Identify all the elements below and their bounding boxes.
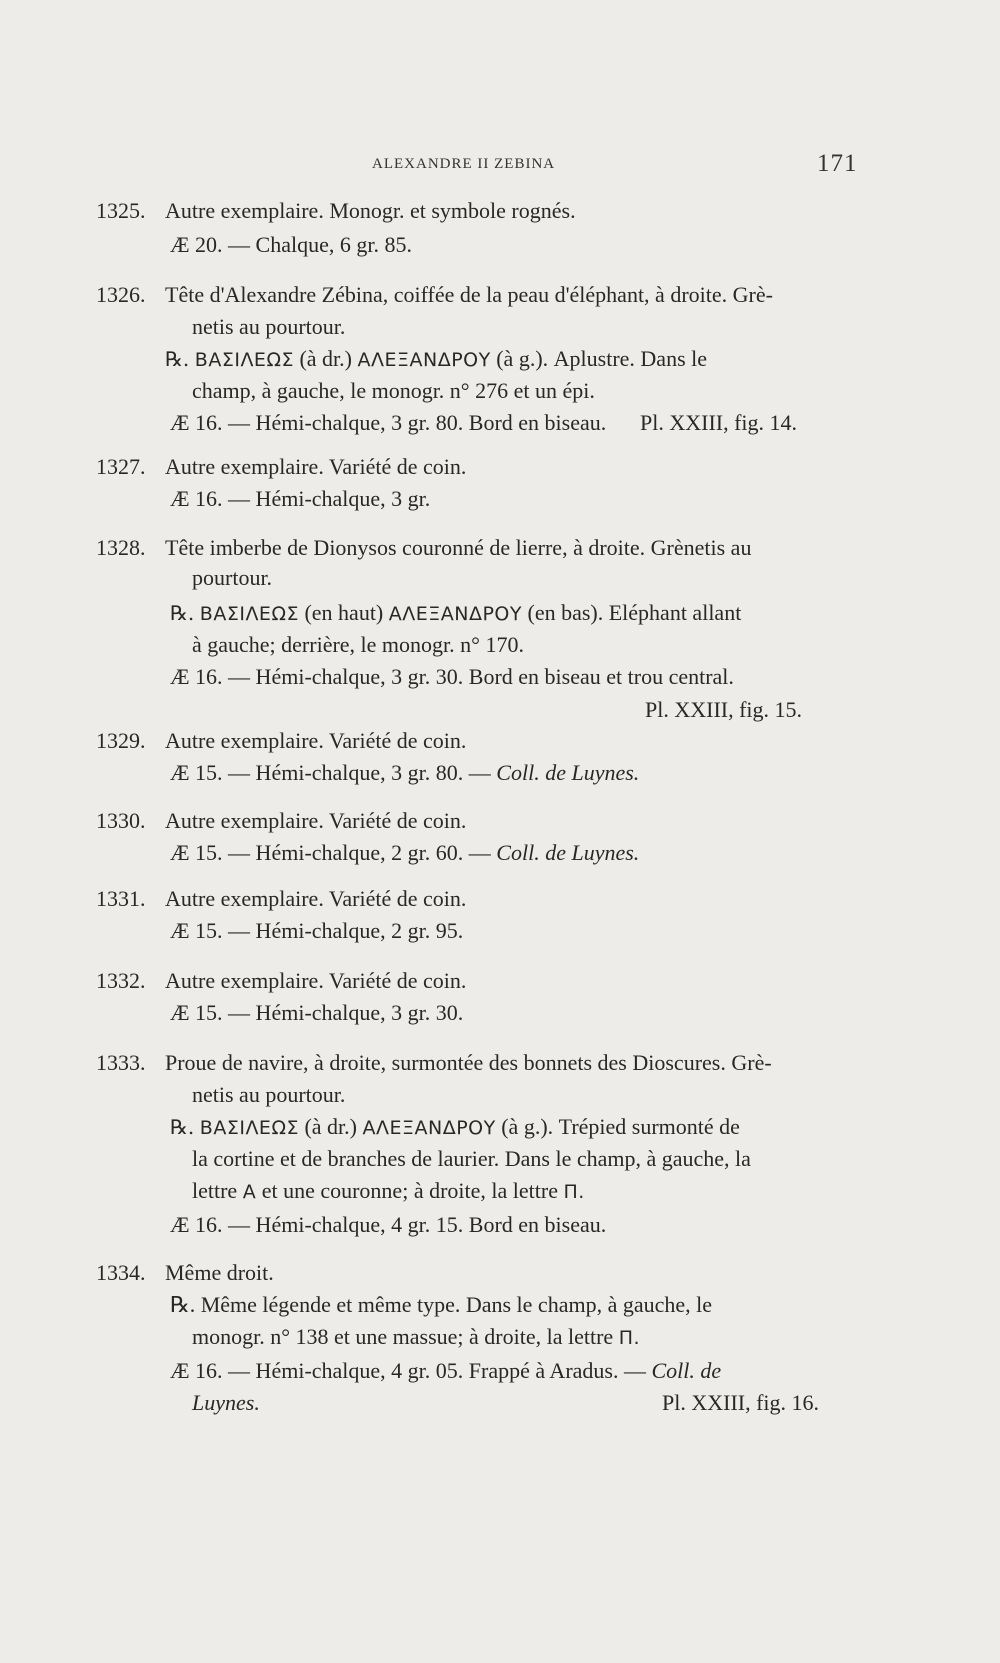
greek-letter: Π.	[563, 1181, 585, 1203]
entry-text: (en haut)	[304, 600, 384, 625]
entry-text: (en bas). Eléphant allant	[527, 600, 742, 625]
entry-text: champ, à gauche, le monogr. n° 276 et un épi.	[192, 378, 595, 403]
entry-text	[192, 1178, 585, 1205]
entry-number: 1325.	[96, 198, 146, 223]
entry-text: à gauche; derrière, le monogr. n° 170.	[192, 632, 524, 657]
entry-text: (à g.). Trépied surmonté de	[501, 1114, 740, 1139]
entry-number: 1328.	[96, 535, 146, 560]
greek-letter: Π.	[618, 1327, 641, 1349]
metrics-text: Æ 15. — Hémi-chalque, 2 gr. 60. —	[170, 840, 491, 865]
entry-number: 1331.	[96, 886, 146, 911]
entry-metrics: Æ 16. — Hémi-chalque, 3 gr. 80. Bord en biseau.	[170, 410, 607, 435]
entry-number: 1330.	[96, 808, 146, 833]
entry-number: 1327.	[96, 454, 146, 479]
recipe-symbol: ℞.	[170, 601, 195, 625]
entry-text: netis au pourtour.	[192, 314, 346, 339]
entry-text: (à dr.)	[299, 346, 352, 371]
page-number: 171	[817, 150, 858, 177]
entry-number: 1326.	[96, 282, 146, 307]
plate-reference: Pl. XXIII, fig. 16.	[662, 1390, 820, 1415]
metrics-text: Æ 16. — Hémi-chalque, 4 gr. 05. Frappé à Aradus. —	[170, 1358, 646, 1383]
entry-text: ℞. Même légende et même type. Dans le champ, à gauche, le	[170, 1292, 713, 1317]
entry-text: Autre exemplaire. Variété de coin.	[165, 728, 467, 753]
entry-text: (à dr.)	[304, 1114, 357, 1139]
entry-text: netis au pourtour.	[192, 1082, 346, 1107]
plate-reference: Pl. XXIII, fig. 14.	[640, 410, 798, 435]
entry-text: (à g.). Aplustre. Dans le	[496, 346, 708, 371]
collection-name: Coll. de Luynes.	[496, 840, 640, 865]
entry-metrics: Æ 15. — Hémi-chalque, 2 gr. 95.	[170, 918, 464, 943]
entry-metrics: Æ 16. — Hémi-chalque, 4 gr. 15. Bord en biseau.	[170, 1212, 607, 1237]
recipe-symbol: ℞.	[170, 1115, 195, 1139]
greek-legend: ΒΑΣΙΛΕΩΣ	[199, 1117, 299, 1139]
entry-text: Tête d'Alexandre Zébina, coiffée de la peau d'éléphant, à droite. Grè-	[165, 282, 773, 307]
entry-metrics	[170, 760, 639, 786]
greek-legend: ΑΛΕΞΑΝΔΡΟΥ	[357, 349, 491, 371]
entry-text: Tête imberbe de Dionysos couronné de lierre, à droite. Grènetis au	[165, 535, 752, 560]
entry-text: Autre exemplaire. Monogr. et symbole rognés.	[165, 198, 576, 223]
collection-name: Luynes.	[192, 1390, 260, 1415]
collection-name: Coll. de Luynes.	[496, 760, 640, 785]
recipe-symbol: ℞.	[165, 347, 190, 371]
entry-number: 1334.	[96, 1260, 146, 1285]
greek-legend: ΑΛΕΞΑΝΔΡΟΥ	[388, 603, 522, 625]
entry-number: 1329.	[96, 728, 146, 753]
entry-number: 1333.	[96, 1050, 146, 1075]
entry-text: Proue de navire, à droite, surmontée des bonnets des Dioscures. Grè-	[165, 1050, 772, 1075]
text-fragment: monogr. n° 138 et une massue; à droite, la lettre	[192, 1324, 614, 1349]
text-fragment: lettre	[192, 1178, 238, 1203]
reverse-line	[165, 346, 853, 373]
text-fragment: et une couronne; à droite, la lettre	[261, 1178, 558, 1203]
greek-legend: ΒΑΣΙΛΕΩΣ	[194, 349, 294, 371]
entry-text: Autre exemplaire. Variété de coin.	[165, 808, 467, 833]
entry-text: Même droit.	[165, 1260, 274, 1285]
reverse-line	[170, 600, 741, 627]
page-header	[0, 150, 1000, 180]
entry-text: Autre exemplaire. Variété de coin.	[165, 886, 467, 911]
entry-metrics: Æ 20. — Chalque, 6 gr. 85.	[170, 232, 412, 257]
entry-text: pourtour.	[192, 565, 273, 590]
entry-metrics: Æ 15. — Hémi-chalque, 3 gr. 30.	[170, 1000, 464, 1025]
entry-text: Autre exemplaire. Variété de coin.	[165, 454, 467, 479]
plate-reference: Pl. XXIII, fig. 15.	[645, 697, 803, 722]
reverse-line	[170, 1114, 740, 1141]
entry-text: la cortine et de branches de laurier. Dans le champ, à gauche, la	[192, 1146, 751, 1171]
entry-text	[192, 1324, 640, 1351]
entry-text: Autre exemplaire. Variété de coin.	[165, 968, 467, 993]
greek-letter: Α	[242, 1181, 257, 1203]
entry-metrics	[170, 840, 639, 866]
entry-metrics: Æ 16. — Hémi-chalque, 3 gr. 30. Bord en biseau et trou central.	[170, 664, 734, 689]
entry-metrics	[170, 1358, 721, 1384]
reverse-line	[170, 1292, 712, 1318]
running-title: ALEXANDRE II ZEBINA	[372, 156, 556, 172]
metrics-text: Æ 15. — Hémi-chalque, 3 gr. 80. —	[170, 760, 491, 785]
greek-legend: ΑΛΕΞΑΝΔΡΟΥ	[362, 1117, 496, 1139]
entry-metrics: Æ 16. — Hémi-chalque, 3 gr.	[170, 486, 431, 511]
greek-legend: ΒΑΣΙΛΕΩΣ	[199, 603, 299, 625]
entry-number: 1332.	[96, 968, 146, 993]
collection-name: Coll. de	[651, 1358, 722, 1383]
